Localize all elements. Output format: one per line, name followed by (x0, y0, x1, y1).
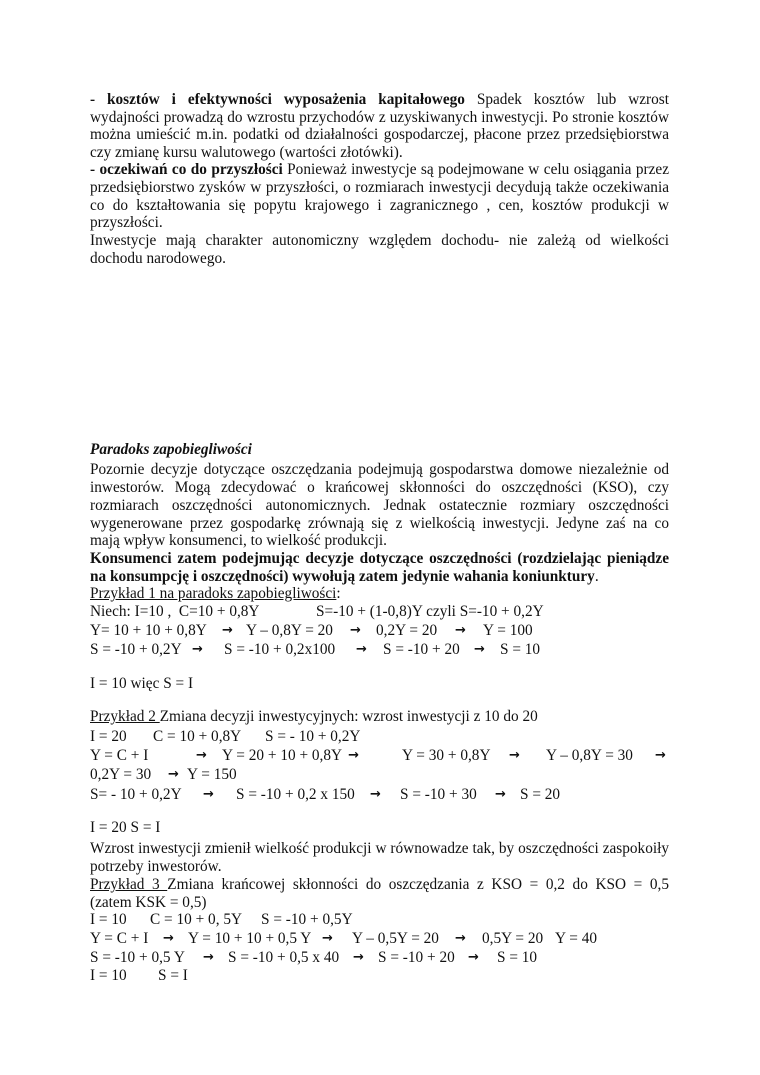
text-line (90, 568, 669, 585)
text-line (90, 603, 669, 620)
text-line (90, 675, 669, 692)
arrow-right-icon: → (196, 748, 207, 763)
text-run: Konsumenci zatem podejmując decyzje dotyczące oszczędności (rozdzielając pieniądze (90, 550, 669, 567)
text-run: (zatem KSK = 0,5) (90, 894, 207, 911)
text-run: I = 20 S = I (90, 819, 161, 836)
text-line (90, 819, 669, 836)
arrow-right-icon: → (192, 642, 203, 657)
text-run: : (336, 585, 341, 602)
text-run: Pozornie decyzje dotyczące oszczędzania podejmują gospodarstwa domowe niezależnie od (90, 461, 669, 478)
text-line (90, 747, 669, 764)
text-run: S = -10 + 0,5 x 40 (228, 949, 340, 966)
text-line (90, 479, 669, 496)
text-run: co do kształtowania się popytu krajowego i zagranicznego , cen, kosztów produkcji w (90, 197, 669, 214)
text-run: Spadek kosztów lub wzrost (464, 91, 669, 108)
text-line (90, 214, 669, 231)
text-run: 0,2Y = 20 (376, 622, 438, 639)
text-run: Y = 10 + 10 + 0,5 Y (188, 930, 312, 947)
text-line (90, 461, 669, 478)
arrow-right-icon: → (353, 950, 364, 965)
text-run: Y = 100 (483, 622, 533, 639)
text-line (90, 728, 669, 745)
text-run: S = I (158, 967, 188, 984)
arrow-right-icon: → (655, 748, 666, 763)
text-run: Niech: I=10 , C=10 + 0,8Y (90, 603, 260, 620)
text-run: S = - 10 + 0,2Y (265, 728, 361, 745)
text-run: Y – 0,5Y = 20 (352, 930, 439, 947)
text-run: - kosztów i efektywności wyposażenia kapitałowego (90, 91, 465, 108)
text-run: Ponieważ inwestycje są podejmowane w celu osiągania przez (282, 161, 669, 178)
text-run: S=-10 + (1-0,8)Y czyli S=-10 + 0,2Y (316, 603, 544, 620)
arrow-right-icon: → (356, 642, 367, 657)
arrow-right-icon: → (455, 931, 466, 946)
text-run: czy zmianę kursu walutowego (wartości złotówki). (90, 144, 403, 161)
text-run: Inwestycje mają charakter autonomiczny względem dochodu- nie zależą od wielkości (90, 232, 669, 249)
text-run: przedsiębiorstwo zysków w przyszłości, o rozmiarach inwestycji decydują także oczekiwania (90, 179, 669, 196)
text-line (90, 622, 669, 639)
arrow-right-icon: → (350, 623, 361, 638)
text-run: C = 10 + 0,8Y (153, 728, 242, 745)
text-line (90, 876, 669, 893)
section-heading (90, 441, 669, 458)
text-run: - oczekiwań co do przyszłości (90, 161, 283, 178)
text-run: S = -10 + 0,2 x 150 (236, 786, 355, 803)
text-line (90, 197, 669, 214)
text-line (90, 894, 669, 911)
text-run: potrzeby inwestorów. (90, 858, 222, 875)
text-run: 0,2Y = 30 (90, 766, 152, 783)
text-run: Przykład 3 (90, 876, 168, 893)
text-line (90, 250, 669, 267)
text-run: na konsumpcję i oszczędności) wywołują zatem jedynie wahania koniunktury (90, 568, 595, 585)
text-run: Przykład 1 na paradoks zapobiegliwości (90, 585, 337, 602)
text-line (90, 641, 669, 658)
text-line (90, 161, 669, 178)
text-run: Y = 150 (187, 766, 237, 783)
text-run: rozmiarach oszczędności autonomicznych. Jednak ostatecznie rozmiary oszczędności (90, 497, 669, 514)
text-line (90, 232, 669, 249)
text-run: Zmiana decyzji inwestycyjnych: wzrost inwestycji z 10 do 20 (159, 708, 538, 725)
text-run: Y – 0,8Y = 30 (546, 747, 633, 764)
arrow-right-icon: → (468, 950, 479, 965)
text-line (90, 840, 669, 857)
text-run: dochodu narodowego. (90, 250, 226, 267)
text-run: Zmiana krańcowej skłonności do oszczędzania z KSO = 0,2 do KSO = 0,5 (167, 876, 669, 893)
arrow-right-icon: → (348, 748, 359, 763)
text-line (90, 109, 669, 126)
text-run: I = 10 (90, 911, 127, 928)
text-run: S = 10 (497, 949, 538, 966)
text-line (90, 532, 669, 549)
arrow-right-icon: → (322, 931, 333, 946)
text-line (90, 144, 669, 161)
text-run: S = -10 + 30 (400, 786, 477, 803)
text-line (90, 786, 669, 803)
text-run: Y= 10 + 10 + 0,8Y (90, 622, 207, 639)
text-run: przyszłości. (90, 214, 163, 231)
text-run: można umieścić m.in. podatki od działalności gospodarczej, płacone przez przedsiębiorstwa (90, 126, 669, 143)
text-line (90, 515, 669, 532)
text-run: S = 20 (520, 786, 561, 803)
text-run: S = -10 + 20 (383, 641, 460, 658)
text-run: Y = 40 (555, 930, 598, 947)
text-run: S = -10 + 0,5 Y (90, 949, 185, 966)
arrow-right-icon: → (168, 767, 179, 782)
arrow-right-icon: → (509, 748, 520, 763)
arrow-right-icon: → (163, 931, 174, 946)
text-line (90, 585, 669, 602)
text-run: Y – 0,8Y = 20 (246, 622, 333, 639)
text-run: C = 10 + 0, 5Y (150, 911, 243, 928)
text-run: S = 10 (500, 641, 541, 658)
arrow-right-icon: → (203, 787, 214, 802)
text-run: I = 20 (90, 728, 127, 745)
text-run: S = -10 + 0,2Y (90, 641, 182, 658)
text-run: Paradoks zapobiegliwości (90, 441, 252, 458)
text-run: wygenerowane przez gospodarkę zrównają się z wielkością inwestycji. Jedyne zaś na co (90, 515, 669, 532)
text-line (90, 91, 669, 108)
arrow-right-icon: → (495, 787, 506, 802)
text-run: . (594, 568, 599, 585)
text-run: 0,5Y = 20 (482, 930, 544, 947)
text-run: I = 10 (90, 967, 127, 984)
text-line (90, 766, 669, 783)
arrow-right-icon: → (455, 623, 466, 638)
text-line (90, 949, 669, 966)
text-line (90, 126, 669, 143)
text-line (90, 550, 669, 567)
arrow-right-icon: → (370, 787, 381, 802)
text-line (90, 179, 669, 196)
arrow-right-icon: → (474, 642, 485, 657)
text-run: S = -10 + 0,2x100 (224, 641, 336, 658)
text-run: S= - 10 + 0,2Y (90, 786, 182, 803)
text-run: Y = C + I (90, 930, 149, 947)
text-line (90, 967, 669, 984)
text-run: Y = 30 + 0,8Y (402, 747, 491, 764)
text-run: S = -10 + 0,5Y (261, 911, 353, 928)
text-line (90, 858, 669, 875)
text-run: mają wpływ konsumenci, to wielkość produkcji. (90, 532, 387, 549)
text-run: S = -10 + 20 (378, 949, 455, 966)
text-run: inwestorów. Mogą zdecydować o krańcowej skłonności do oszczędności (KSO), czy (90, 479, 669, 496)
text-line (90, 497, 669, 514)
text-run: I = 10 więc S = I (90, 675, 194, 692)
text-line (90, 911, 669, 928)
text-line (90, 930, 669, 947)
text-run: wydajności prowadzą do wzrostu przychodów z uzyskiwanych inwestycji. Po stronie kosztów (90, 109, 669, 126)
text-run: Przykład 2 (90, 708, 160, 725)
arrow-right-icon: → (203, 950, 214, 965)
arrow-right-icon: → (222, 623, 233, 638)
text-run: Wzrost inwestycji zmienił wielkość produkcji w równowadze tak, by oszczędności zaspokoiły (90, 840, 669, 857)
text-run: Y = 20 + 10 + 0,8Y (222, 747, 343, 764)
text-line (90, 708, 669, 725)
text-run: Y = C + I (90, 747, 149, 764)
